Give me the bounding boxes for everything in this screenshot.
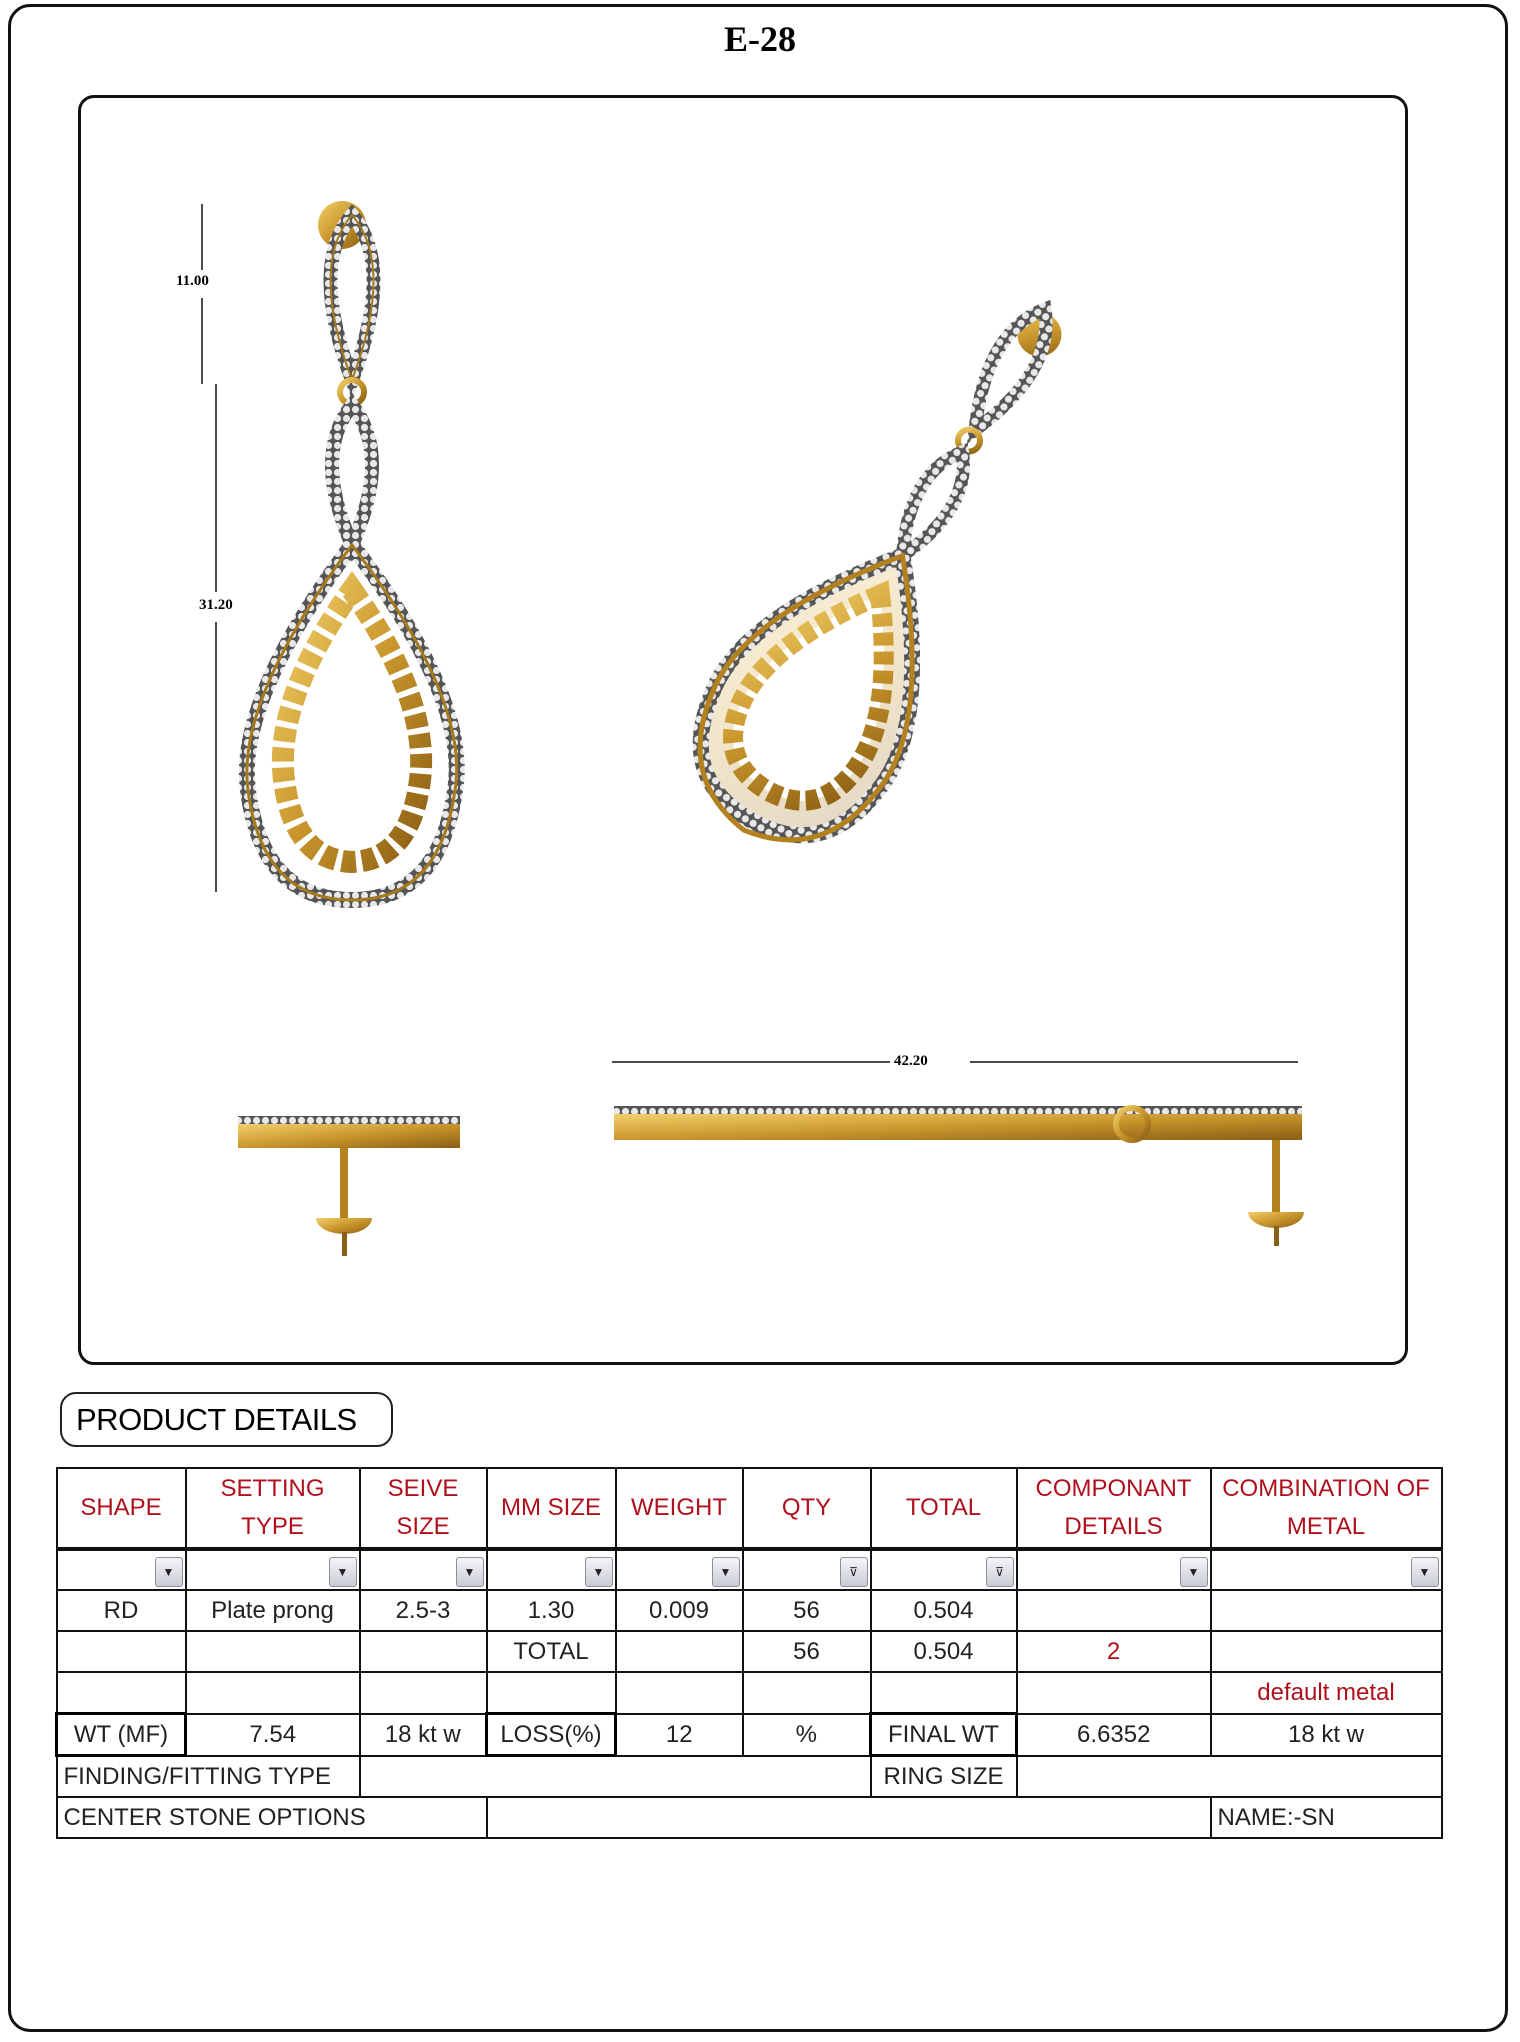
header-cell: SEIVE SIZE [360,1468,487,1549]
table-row [57,1590,1442,1631]
dropdown-icon[interactable]: ▼ [1411,1557,1439,1587]
weight-row [57,1714,1442,1756]
weight-cell: 0.009 [616,1590,743,1631]
finding-row [57,1756,1442,1798]
dimension-top-height: 11.00 [176,273,209,289]
percent-sign: % [743,1714,871,1756]
mm-size-cell: 1.30 [487,1590,616,1631]
wt-value: 7.54 [186,1714,360,1756]
seive-cell: 2.5-3 [360,1590,487,1631]
shape-cell: RD [57,1590,186,1631]
perspective-view-earring [659,260,1129,879]
dropdown-icon[interactable]: ▼ [1180,1557,1208,1587]
dropdown-icon[interactable]: ▼ [155,1557,183,1587]
product-details-table [55,1467,1443,1839]
qty-cell: 56 [743,1590,871,1631]
setting-cell: Plate prong [186,1590,360,1631]
design-code-title: E-28 [724,19,796,59]
header-cell: SETTING TYPE [186,1468,360,1549]
center-stone-label: CENTER STONE OPTIONS [57,1797,487,1838]
center-stone-value[interactable] [487,1797,1211,1838]
dimension-length: 42.20 [894,1053,928,1069]
metal-row [57,1672,1442,1714]
finding-value[interactable] [360,1756,871,1798]
final-wt-label: FINAL WT [871,1714,1017,1756]
metal-value: 18 kt w [360,1714,487,1756]
header-cell: QTY [743,1468,871,1549]
total-weight: 0.504 [871,1631,1017,1672]
final-metal: 18 kt w [1211,1714,1442,1756]
header-cell: COMBINATION OF METAL [1211,1468,1442,1549]
side-view-long [614,1106,1304,1246]
total-cell: 0.504 [871,1590,1017,1631]
front-view-earring [247,201,457,900]
header-cell: TOTAL [871,1468,1017,1549]
total-label: TOTAL [487,1631,616,1672]
center-stone-row [57,1797,1442,1838]
header-row [57,1468,1442,1549]
header-cell: WEIGHT [616,1468,743,1549]
dropdown-icon[interactable]: ▼ [329,1557,357,1587]
final-wt-value: 6.6352 [1017,1714,1211,1756]
product-details-heading: PRODUCT DETAILS [60,1392,393,1447]
filter-icon[interactable]: ⊽ [840,1557,868,1587]
header-cell: MM SIZE [487,1468,616,1549]
finding-label: FINDING/FITTING TYPE [57,1756,360,1798]
dropdown-icon[interactable]: ▼ [456,1557,484,1587]
total-row [57,1631,1442,1672]
default-metal: default metal [1211,1672,1442,1714]
name-cell: NAME:-SN [1211,1797,1442,1838]
loss-label: LOSS(%) [487,1714,616,1756]
component-count: 2 [1017,1631,1211,1672]
wt-label: WT (MF) [57,1714,186,1756]
dropdown-icon[interactable]: ▼ [712,1557,740,1587]
ring-size-value[interactable] [1017,1756,1442,1798]
dimension-body-height: 31.20 [199,597,233,613]
filter-row [57,1549,1442,1590]
total-qty: 56 [743,1631,871,1672]
ring-size-label: RING SIZE [871,1756,1017,1798]
loss-value: 12 [616,1714,743,1756]
header-cell: COMPONANT DETAILS [1017,1468,1211,1549]
dropdown-icon[interactable]: ▼ [585,1557,613,1587]
header-cell: SHAPE [57,1468,186,1549]
filter-icon[interactable]: ⊽ [986,1557,1014,1587]
side-view-small [238,1116,460,1256]
